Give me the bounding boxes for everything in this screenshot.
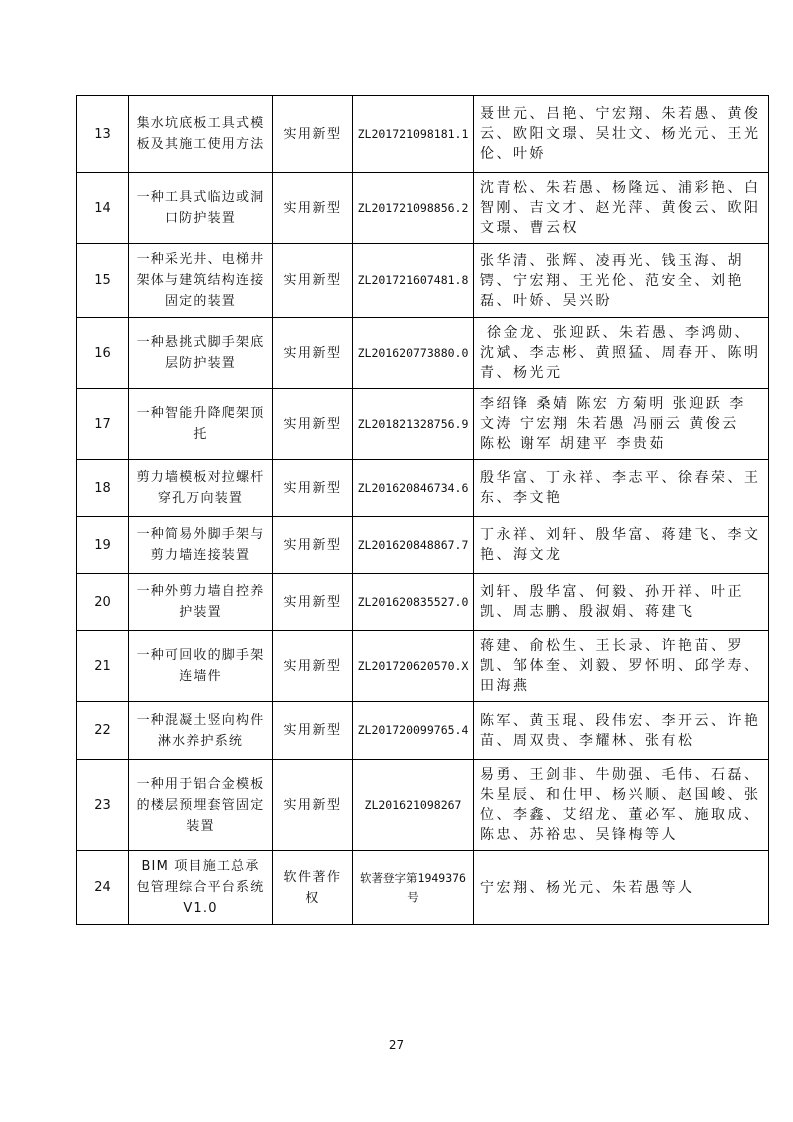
row-number: 24 xyxy=(77,851,129,925)
row-number: 19 xyxy=(77,517,129,574)
inventors: 陈军、黄玉琨、段伟宏、李开云、许艳苗、周双贵、李耀林、张有松 xyxy=(474,702,769,760)
patent-title: 一种混凝土竖向构件淋水养护系统 xyxy=(129,702,273,760)
patent-number: ZL201720099765.4 xyxy=(353,702,474,760)
patent-number: 软著登字第1949376 号 xyxy=(353,851,474,925)
inventors: 易勇、王剑非、牛勋强、毛伟、石磊、朱星辰、和仕甲、杨兴顺、赵国峻、张位、李鑫、艾绍龙、董必军、施取成、陈忠、苏裕忠、吴锋梅等人 xyxy=(474,760,769,851)
patent-title: 集水坑底板工具式模板及其施工使用方法 xyxy=(129,96,273,173)
page-number: 27 xyxy=(388,1038,405,1052)
inventors: 张华清、张辉、凌再光、钱玉海、胡锷、宁宏翔、王光伦、范安全、刘艳磊、叶娇、吴兴盼 xyxy=(474,244,769,318)
patent-type: 实用新型 xyxy=(273,96,353,173)
table-row xyxy=(77,631,769,702)
patent-type: 实用新型 xyxy=(273,702,353,760)
patent-number: ZL201821328756.9 xyxy=(353,389,474,460)
patents-table xyxy=(76,95,769,925)
table-row xyxy=(77,702,769,760)
patent-type: 实用新型 xyxy=(273,631,353,702)
patent-title: 一种工具式临边或洞口防护装置 xyxy=(129,173,273,244)
patent-number: ZL201620773880.0 xyxy=(353,318,474,389)
patent-number: ZL201620848867.7 xyxy=(353,517,474,574)
patent-title: 一种智能升降爬架顶托 xyxy=(129,389,273,460)
patent-type: 实用新型 xyxy=(273,460,353,517)
table-row xyxy=(77,389,769,460)
inventors: 聂世元、吕艳、宁宏翔、朱若愚、黄俊云、欧阳文璟、吴壮文、杨光元、王光伦、叶娇 xyxy=(474,96,769,173)
inventors: 刘轩、殷华富、何毅、孙开祥、叶正凯、周志鹏、殷淑娟、蒋建飞 xyxy=(474,574,769,631)
inventors: 宁宏翔、杨光元、朱若愚等人 xyxy=(474,851,769,925)
patent-number: ZL201720620570.X xyxy=(353,631,474,702)
table-row xyxy=(77,173,769,244)
row-number: 18 xyxy=(77,460,129,517)
patent-type: 实用新型 xyxy=(273,574,353,631)
patent-type: 实用新型 xyxy=(273,389,353,460)
table-row xyxy=(77,460,769,517)
patent-title: 一种外剪力墙自控养护装置 xyxy=(129,574,273,631)
patent-title: 一种可回收的脚手架连墙件 xyxy=(129,631,273,702)
row-number: 15 xyxy=(77,244,129,318)
patent-type: 实用新型 xyxy=(273,318,353,389)
patent-number: ZL201721098181.1 xyxy=(353,96,474,173)
patent-title: 剪力墙模板对拉螺杆穿孔万向装置 xyxy=(129,460,273,517)
table-row xyxy=(77,760,769,851)
row-number: 23 xyxy=(77,760,129,851)
row-number: 13 xyxy=(77,96,129,173)
table-row xyxy=(77,574,769,631)
table-row xyxy=(77,851,769,925)
table-row xyxy=(77,318,769,389)
patent-title: 一种采光井、电梯井架体与建筑结构连接固定的装置 xyxy=(129,244,273,318)
table-row xyxy=(77,96,769,173)
row-number: 20 xyxy=(77,574,129,631)
patent-type: 软件著作权 xyxy=(273,851,353,925)
patent-number: ZL201721098856.2 xyxy=(353,173,474,244)
patent-title: 一种悬挑式脚手架底层防护装置 xyxy=(129,318,273,389)
inventors: 沈青松、朱若愚、杨隆远、浦彩艳、白智刚、吉文才、赵光萍、黄俊云、欧阳文璟、曹云权 xyxy=(474,173,769,244)
table-row xyxy=(77,517,769,574)
inventors: 蒋建、俞松生、王长录、许艳苗、罗凯、邹体奎、刘毅、罗怀明、邱学寿、田海燕 xyxy=(474,631,769,702)
row-number: 14 xyxy=(77,173,129,244)
patent-number: ZL201620846734.6 xyxy=(353,460,474,517)
inventors: 李绍锋 桑婧 陈宏 方菊明 张迎跃 李文涛 宁宏翔 朱若愚 冯丽云 黄俊云 陈松 谢军 胡建平 李贵茹 xyxy=(474,389,769,460)
patent-number: ZL201621098267 xyxy=(353,760,474,851)
inventors: 丁永祥、刘轩、殷华富、蒋建飞、李文艳、海文龙 xyxy=(474,517,769,574)
patent-number: ZL201721607481.8 xyxy=(353,244,474,318)
patent-type: 实用新型 xyxy=(273,244,353,318)
row-number: 22 xyxy=(77,702,129,760)
row-number: 17 xyxy=(77,389,129,460)
inventors: 殷华富、丁永祥、李志平、徐春荣、王东、李文艳 xyxy=(474,460,769,517)
row-number: 21 xyxy=(77,631,129,702)
patent-type: 实用新型 xyxy=(273,173,353,244)
inventors: 徐金龙、张迎跃、朱若愚、李鸿勋、沈斌、李志彬、黄照猛、周春开、陈明青、杨光元 xyxy=(474,318,769,389)
patent-type: 实用新型 xyxy=(273,517,353,574)
patent-type: 实用新型 xyxy=(273,760,353,851)
row-number: 16 xyxy=(77,318,129,389)
patent-title: 一种简易外脚手架与剪力墙连接装置 xyxy=(129,517,273,574)
patent-title: BIM 项目施工总承包管理综合平台系统 V1.0 xyxy=(129,851,273,925)
table-row xyxy=(77,244,769,318)
patent-number: ZL201620835527.0 xyxy=(353,574,474,631)
patent-title: 一种用于铝合金模板的楼层预埋套管固定装置 xyxy=(129,760,273,851)
